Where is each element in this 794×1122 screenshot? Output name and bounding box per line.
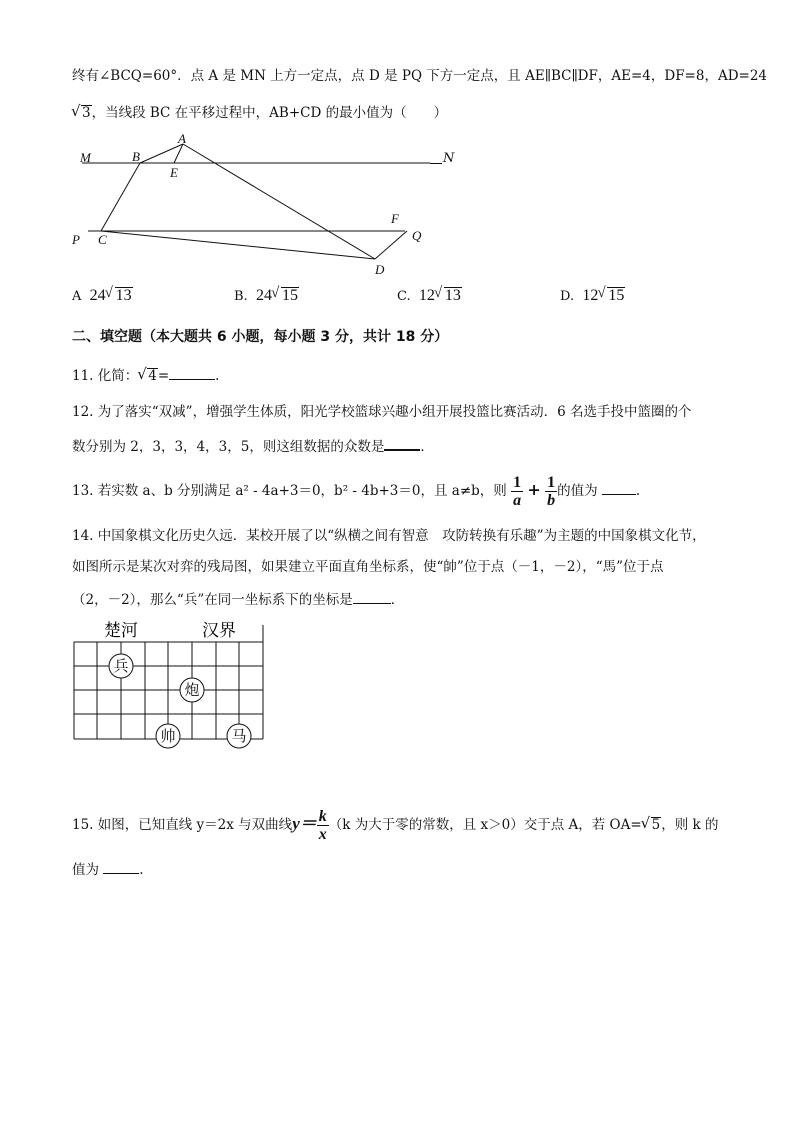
piece-ma-label: 马 (231, 729, 247, 745)
q12-answer-blank[interactable] (384, 435, 420, 451)
q15-line2: 值为 . (72, 859, 144, 880)
q15-line1: 15. 如图，已知直线 y＝2x 与双曲线y＝ $\frac{k}{x}$ （k 为大于零的常数，且 x＞0）交于点 A，若 OA=√ 5，则 k 的 (72, 808, 719, 843)
label-n: N (443, 151, 455, 166)
label-a: A (178, 132, 186, 146)
q11-answer-blank[interactable] (169, 365, 215, 380)
segment-ab (140, 144, 183, 163)
q13-answer-blank[interactable] (602, 480, 636, 495)
fraction-k-over-x: $\frac{k}{x}$ (318, 808, 327, 843)
q10-option-d[interactable]: D. 12√ 15 (560, 287, 625, 305)
q12-line2: 数分别为 2，3，3，4，3，5，则这组数据的众数是 ． (72, 435, 434, 457)
label-c: C (98, 232, 107, 247)
label-m: M (80, 150, 91, 165)
q14-answer-blank[interactable] (353, 589, 391, 604)
q10-geometry-figure (70, 132, 430, 282)
label-p: P (72, 232, 80, 247)
q10-line1: 终有∠BCQ=60°．点 A 是 MN 上方一定点，点 D 是 PQ 下方一定点，且 AE∥BC∥DF，AE=4，DF=8，AD=24 (72, 68, 768, 84)
q10-option-b[interactable]: B. 24√ 15 (234, 287, 299, 305)
q14-line3: （2，－2），那么“兵”在同一坐标系下的坐标是 ． (72, 589, 404, 610)
chess-board-figure (70, 615, 270, 750)
q15-answer-blank[interactable] (103, 859, 139, 874)
q14-line2: 如图所示是某次对弈的残局图，如果建立平面直角坐标系，使“帥”位于点（－1，－2），“馬”位于点 (72, 559, 664, 575)
q12-line1: 12. 为了落实“双减”，增强学生体质，阳光学校篮球兴趣小组开展投篮比赛活动．6 名选手投中篮圈的个 (72, 404, 692, 420)
label-e: E (170, 165, 178, 180)
piece-shuai-label: 帅 (160, 729, 176, 745)
section-heading: 二、填空题（本大题共 6 小题，每小题 3 分，共计 18 分） (72, 329, 449, 345)
piece-bing-label: 兵 (113, 659, 129, 675)
segment-cd (101, 231, 375, 259)
segment-df (375, 231, 407, 259)
label-d: D (375, 262, 385, 277)
piece-pao-label: 炮 (184, 683, 200, 699)
river-right-text: 汉界 (202, 621, 236, 640)
q14-line1: 14. 中国象棋文化历史久远．某校开展了以“纵横之间有智意 攻防转换有乐趣”为主题的中国象棋文化节， (72, 528, 706, 544)
q10-line2: √ 3，当线段 BC 在平移过程中，AB+CD 的最小值为（ ） (72, 103, 447, 123)
river-left-text: 楚河 (104, 621, 138, 640)
segment-bc (101, 163, 140, 231)
label-b: B (132, 149, 140, 164)
q10-option-c[interactable]: C. 12√ 13 (397, 287, 462, 305)
q11: 11. 化简：√ 4= . (72, 365, 219, 386)
sqrt-symbol: √ 3 (72, 103, 92, 123)
fraction-1-over-b: $\frac{1}{b}$ (547, 474, 556, 509)
q13: 13. 若实数 a、b 分别满足 a² - 4a+3＝0，b² - 4b+3＝0，且 a≠b，则 $\frac{1}{a}$ + $\frac{1}{b}$ 的值为 . (72, 474, 641, 509)
q10-option-a[interactable]: A 24√ 13 (72, 287, 133, 305)
fraction-1-over-a: $\frac{1}{a}$ (513, 474, 522, 509)
label-q: Q (412, 228, 422, 243)
segment-ad (183, 144, 375, 259)
label-f: F (391, 211, 399, 226)
line-mn-extension (430, 163, 442, 164)
